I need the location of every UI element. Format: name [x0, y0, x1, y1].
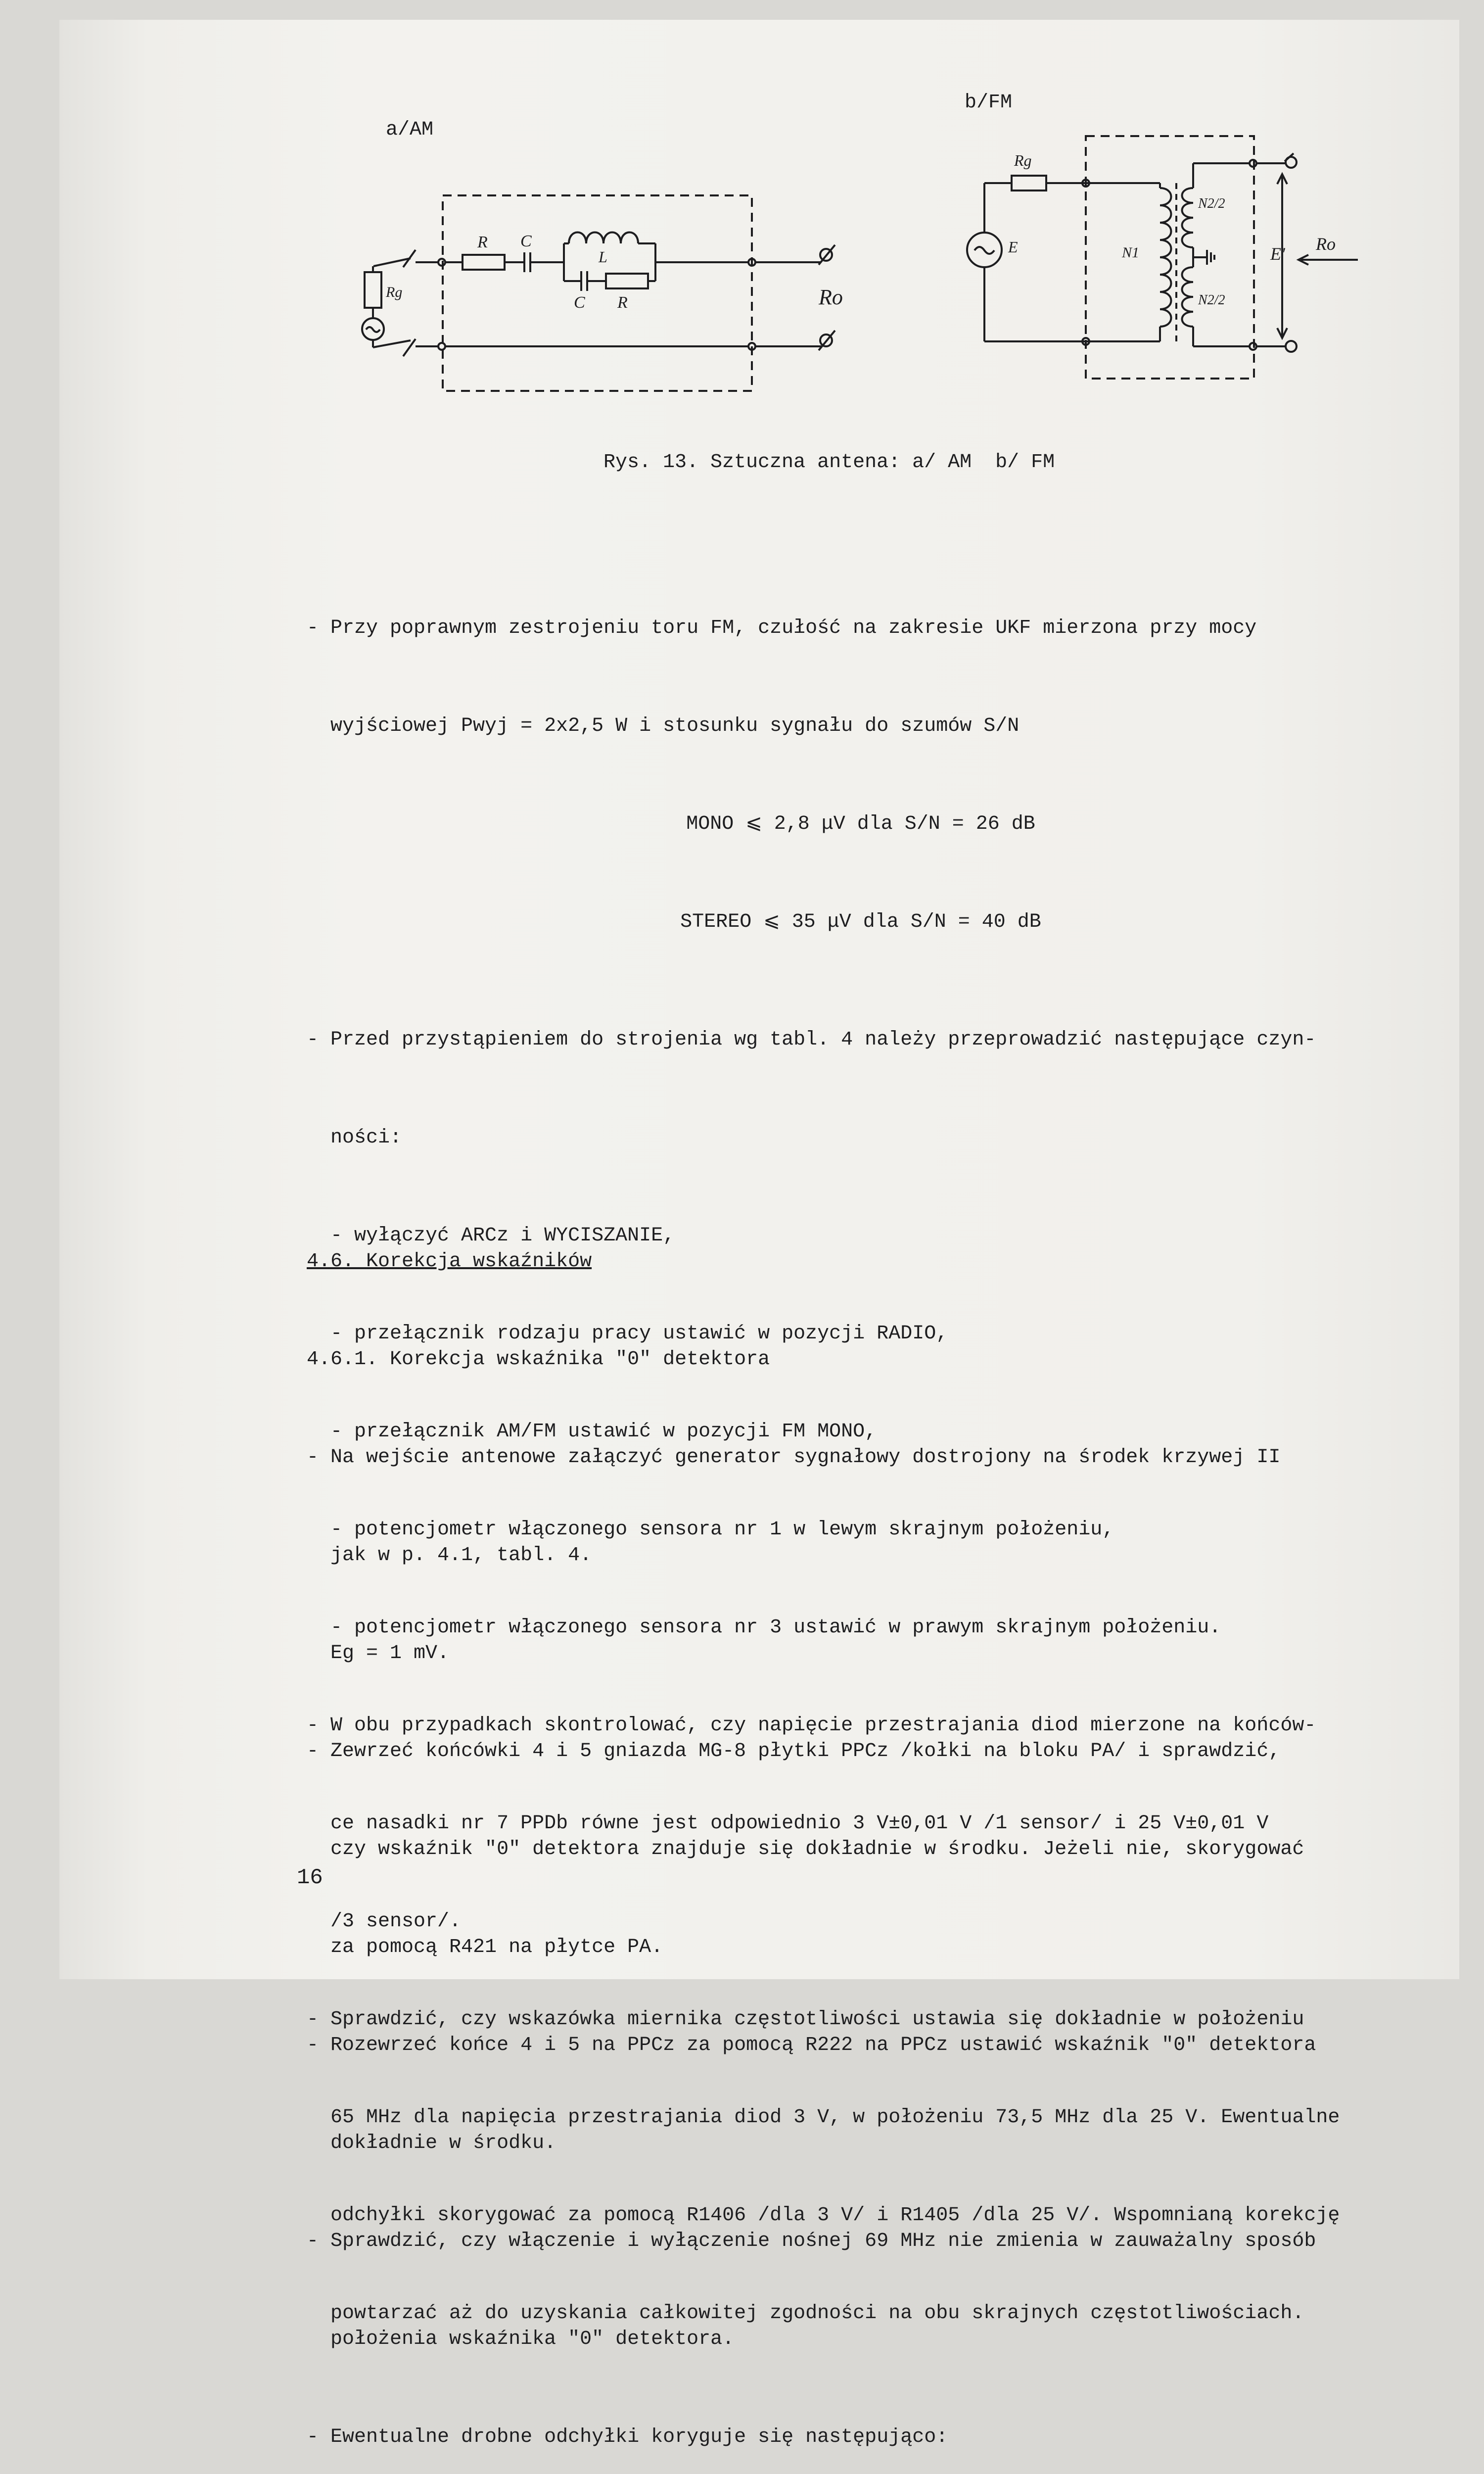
am-ro-label: Ro [819, 285, 843, 309]
text-line: ce nasadki nr 7 PPDb równe jest odpowiednio 3 V±0,01 V /1 sensor/ i 25 V±0,01 V [307, 1812, 1269, 1835]
spec-line-mono: MONO ⩽ 2,8 μV dla S/N = 26 dB [686, 813, 1035, 835]
fm-e-label: E [1008, 238, 1018, 256]
am-c2-label: C [574, 293, 585, 312]
figure-label-am: a/AM [386, 119, 434, 141]
text-line: - W obu przypadkach skontrolować, czy napięcie przestrajania diod mierzone na końców- [307, 1714, 1316, 1737]
text-line: - Rozewrzeć końce 4 i 5 na PPCz za pomocą R222 na PPCz ustawić wskaźnik "0" detektora [307, 2034, 1316, 2056]
fm-rg-label: Rg [1014, 151, 1032, 169]
text-line: - przełącznik AM/FM ustawić w pozycji FM MONO, [307, 1421, 877, 1443]
text-line: - przełącznik rodzaju pracy ustawić w pozycji RADIO, [307, 1323, 948, 1345]
figure-caption: Rys. 13. Sztuczna antena: a/ AM b/ FM [603, 451, 1055, 474]
am-c-label: C [520, 232, 532, 250]
text-line: 65 MHz dla napięcia przestrajania diod 3 V, w położeniu 73,5 MHz dla 25 V. Ewentualne [307, 2106, 1340, 2129]
text-line: za pomocą R421 na płytce PA. [307, 1936, 663, 1958]
fm-circuit [967, 136, 1358, 379]
text-line: - wyłączyć ARCz i WYCISZANIE, [307, 1225, 675, 1247]
text-line: - Na wejście antenowe załączyć generator sygnałowy dostrojony na środek krzywej II [307, 1446, 1281, 1469]
am-r-label: R [477, 233, 488, 251]
text-line: Eg = 1 mV. [307, 1642, 450, 1665]
fm-n2-bottom-label: N2/2 [1198, 292, 1225, 308]
figure-label-fm: b/FM [965, 92, 1013, 114]
subsection-title: 4.6.1. Korekcja wskaźnika "0" detektora [307, 1348, 770, 1371]
text-line: odchyłki skorygować za pomocą R1406 /dla 3 V/ i R1405 /dla 25 V/. Wspomnianą korekcję [307, 2204, 1340, 2227]
text-line: - Sprawdzić, czy włączenie i wyłączenie nośnej 69 MHz nie zmienia w zauważalny sposób [307, 2230, 1316, 2252]
text-line: - Przy poprawnym zestrojeniu toru FM, czułość na zakresie UKF mierzona przy mocy [307, 617, 1257, 639]
fm-ro-label: Ro [1316, 234, 1336, 254]
text-line: - Sprawdzić, czy wskazówka miernika częstotliwości ustawia się dokładnie w położeniu [307, 2008, 1304, 2031]
fm-n1-label: N1 [1122, 244, 1140, 261]
spec-line-stereo: STEREO ⩽ 35 μV dla S/N = 40 dB [680, 911, 1041, 933]
am-r2-label: R [617, 293, 628, 312]
text-line: położenia wskaźnika "0" detektora. [307, 2328, 735, 2350]
text-line: - Ewentualne drobne odchyłki koryguje się następująco: [307, 2426, 948, 2448]
circuit-diagrams [0, 0, 1484, 445]
text-line: dokładnie w środku. [307, 2132, 556, 2154]
am-l-label: L [599, 248, 607, 266]
text-line: wyjściowej Pwyj = 2x2,5 W i stosunku sygnału do szumów S/N [307, 715, 1020, 737]
am-rg-label: Rg [386, 284, 403, 300]
text-line: ności: [307, 1127, 402, 1149]
text-line: /3 sensor/. [307, 1910, 462, 1933]
section-block [307, 1180, 1439, 2474]
section-title: 4.6. Korekcja wskaźników [307, 1250, 592, 1273]
text-line: - potencjometr włączonego sensora nr 1 w lewym skrajnym położeniu, [307, 1519, 1114, 1541]
text-line: - Zewrzeć końcówki 4 i 5 gniazda MG-8 płytki PPCz /kołki na bloku PA/ i sprawdzić, [307, 1740, 1281, 1762]
am-circuit [362, 195, 835, 391]
text-line: - potencjometr włączonego sensora nr 3 ustawić w prawym skrajnym położeniu. [307, 1617, 1221, 1639]
page-number: 16 [297, 1865, 323, 1890]
fm-n2-top-label: N2/2 [1198, 196, 1225, 211]
text-line: - Przed przystąpieniem do strojenia wg tabl. 4 należy przeprowadzić następujące czyn- [307, 1029, 1316, 1051]
text-line: czy wskaźnik "0" detektora znajduje się dokładnie w środku. Jeżeli nie, skorygować [307, 1838, 1304, 1860]
text-line: powtarzać aż do uzyskania całkowitej zgodności na obu skrajnych częstotliwościach. [307, 2302, 1304, 2325]
fm-e-prime-label: E' [1270, 244, 1285, 264]
text-line: jak w p. 4.1, tabl. 4. [307, 1544, 592, 1567]
